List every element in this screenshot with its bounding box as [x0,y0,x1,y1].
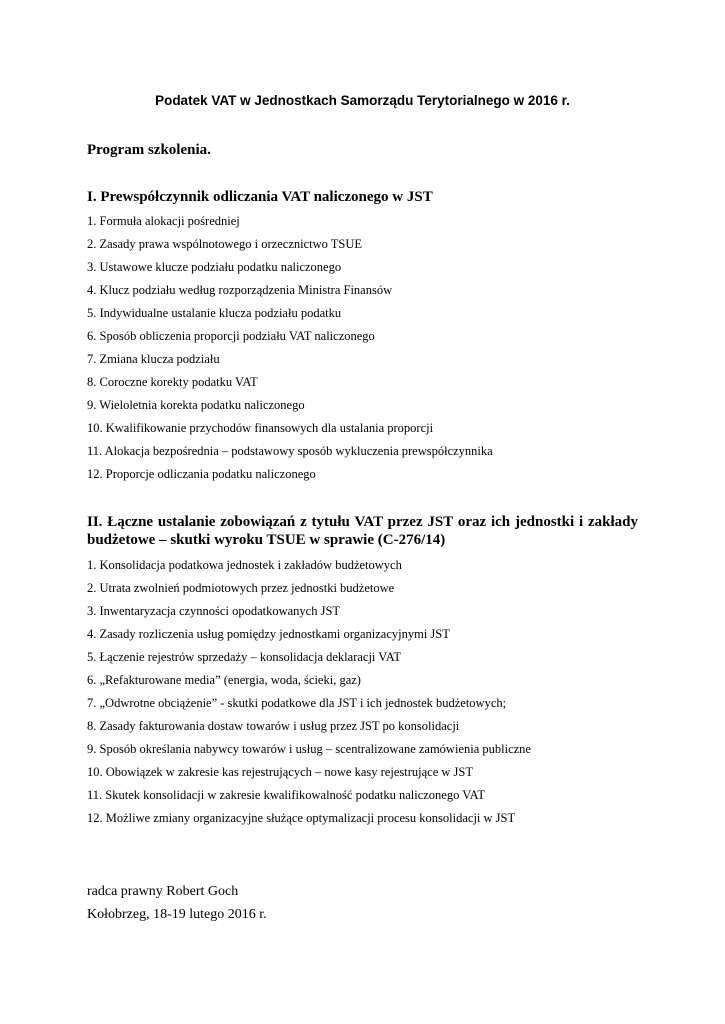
list-item: 10. Obowiązek w zakresie kas rejestrujących – nowe kasy rejestrujące w JST [87,765,473,779]
list-item: 8. Coroczne korekty podatku VAT [87,375,258,389]
section-1-heading: I. Prewspółczynnik odliczania VAT naliczonego w JST [87,189,433,205]
list-item: 4. Klucz podziału według rozporządzenia Ministra Finansów [87,283,393,297]
list-item: 7. „Odwrotne obciążenie” - skutki podatkowe dla JST i ich jednostek budżetowych; [87,696,507,710]
list-item: 12. Możliwe zmiany organizacyjne służące optymalizacji procesu konsolidacji w JST [87,811,516,825]
list-item: 8. Zasady fakturowania dostaw towarów i usług przez JST po konsolidacji [87,719,460,733]
list-item: 1. Formuła alokacji pośredniej [87,214,240,228]
list-item: 10. Kwalifikowanie przychodów finansowych dla ustalania proporcji [87,421,434,435]
list-item: 6. „Refakturowane media” (energia, woda, ścieki, gaz) [87,673,361,687]
list-item: 9. Sposób określania nabywcy towarów i usług – scentralizowane zamówienia publiczne [87,742,531,756]
list-item: 6. Sposób obliczenia proporcji podziału VAT naliczonego [87,329,375,343]
list-item: 4. Zasady rozliczenia usług pomiędzy jednostkami organizacyjnymi JST [87,627,450,641]
place-and-date: Kołobrzeg, 18-19 lutego 2016 r. [87,907,267,922]
list-item: 7. Zmiana klucza podziału [87,352,220,366]
document-title: Podatek VAT w Jednostkach Samorządu Terytorialnego w 2016 r. [155,93,570,108]
list-item: 11. Alokacja bezpośrednia – podstawowy sposób wykluczenia prewspółczynnika [87,444,493,458]
list-item: 3. Ustawowe klucze podziału podatku naliczonego [87,260,342,274]
list-item: 2. Utrata zwolnień podmiotowych przez jednostki budżetowe [87,581,395,595]
section-2-heading: II. Łączne ustalanie zobowiązań z tytułu VAT przez JST oraz ich jednostki i zakłady budżetowe – skutki wyroku TSUE w sprawie (C-276/14) [87,514,638,548]
list-item: 5. Indywidualne ustalanie klucza podziału podatku [87,306,342,320]
list-item: 11. Skutek konsolidacji w zakresie kwalifikowalność podatku naliczonego VAT [87,788,485,802]
section-1-list [87,212,647,488]
list-item: 3. Inwentaryzacja czynności opodatkowanych JST [87,604,341,618]
list-item: 1. Konsolidacja podatkowa jednostek i zakładów budżetowych [87,558,402,572]
list-item: 5. Łączenie rejestrów sprzedaży – konsolidacja deklaracji VAT [87,650,401,664]
list-item: 9. Wieloletnia korekta podatku naliczonego [87,398,305,412]
program-subtitle: Program szkolenia. [87,142,211,158]
section-2-list [87,556,647,832]
signer-name: radca prawny Robert Goch [87,884,239,899]
list-item: 12. Proporcje odliczania podatku naliczonego [87,467,316,481]
list-item: 2. Zasady prawa wspólnotowego i orzecznictwo TSUE [87,237,363,251]
